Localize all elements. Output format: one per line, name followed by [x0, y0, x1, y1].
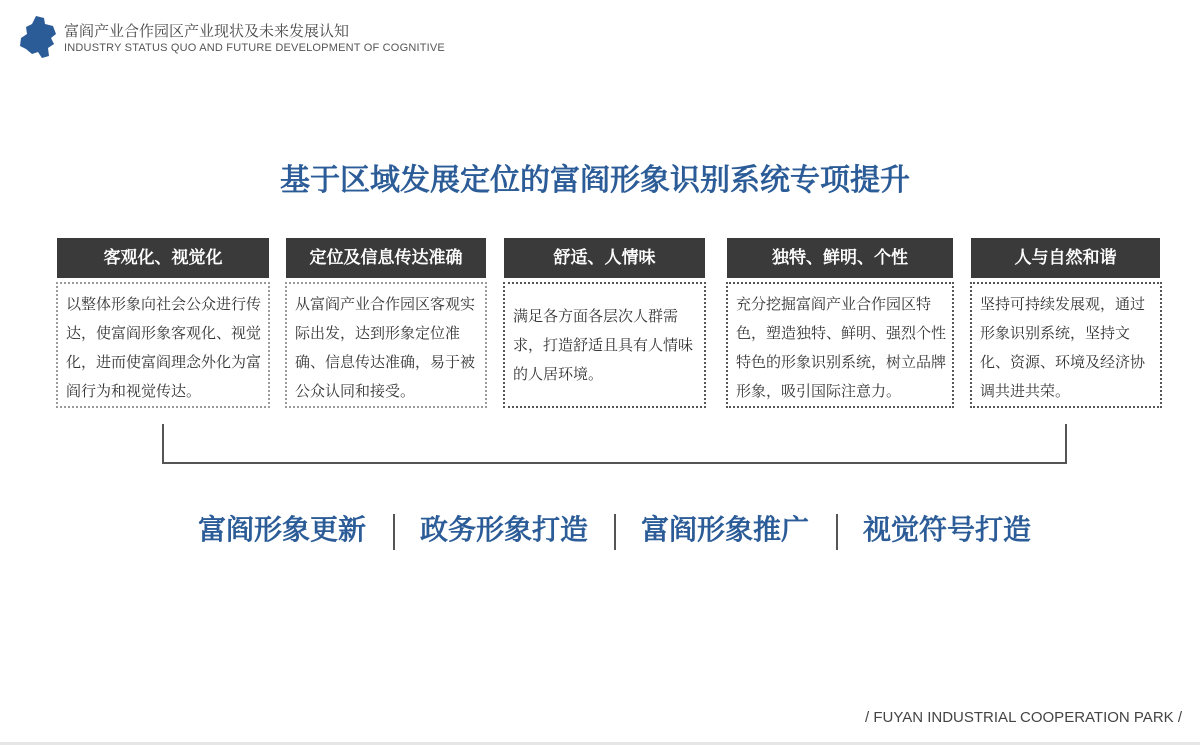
feature-card: [57, 238, 269, 400]
card-title: 舒适、人情味: [504, 238, 705, 278]
card-description: 充分挖掘富阎产业合作园区特色，塑造独特、鲜明、强烈个性特色的形象识别系统，树立品牌形象，吸引国际注意力。: [726, 282, 954, 408]
feature-card: [286, 238, 486, 400]
card-title: 人与自然和谐: [971, 238, 1160, 278]
card-description: 从富阎产业合作园区客观实际出发，达到形象定位准确、信息传达准确，易于被公众认同和接受。: [285, 282, 487, 408]
feature-card: [504, 238, 705, 383]
divider: [393, 514, 395, 550]
outcome-item: 政务形象打造: [420, 513, 589, 546]
outcome-item: 富阎形象更新: [198, 513, 367, 546]
card-title: 客观化、视觉化: [57, 238, 269, 278]
divider: [836, 514, 838, 550]
bracket-connector: [162, 424, 1067, 464]
feature-card: [971, 238, 1160, 400]
outcome-row: [0, 508, 1200, 558]
header-subtitle: INDUSTRY STATUS QUO AND FUTURE DEVELOPMENT OF COGNITIVE: [64, 42, 445, 54]
outcome-item: 视觉符号打造: [863, 513, 1032, 546]
header-title: 富阎产业合作园区产业现状及未来发展认知: [64, 22, 350, 40]
divider: [614, 514, 616, 550]
card-description: 坚持可持续发展观，通过形象识别系统，坚持文化、资源、环境及经济协调共进共荣。: [970, 282, 1162, 408]
footer-label: / FUYAN INDUSTRIAL COOPERATION PARK /: [865, 709, 1182, 726]
page-title: 基于区域发展定位的富阎形象识别系统专项提升: [280, 163, 910, 198]
outcome-item: 富阎形象推广: [641, 513, 810, 546]
card-title: 独特、鲜明、个性: [727, 238, 953, 278]
card-description-text: 满足各方面各层次人群需求，打造舒适且具有人情味的人居环境。: [513, 306, 694, 383]
feature-card: [727, 238, 953, 400]
map-region-icon: [18, 14, 58, 60]
card-description: [503, 282, 706, 408]
card-title: 定位及信息传达准确: [286, 238, 486, 278]
card-description: 以整体形象向社会公众进行传达，使富阎形象客观化、视觉化，进而使富阎理念外化为富阎行为和视觉传达。: [56, 282, 270, 408]
